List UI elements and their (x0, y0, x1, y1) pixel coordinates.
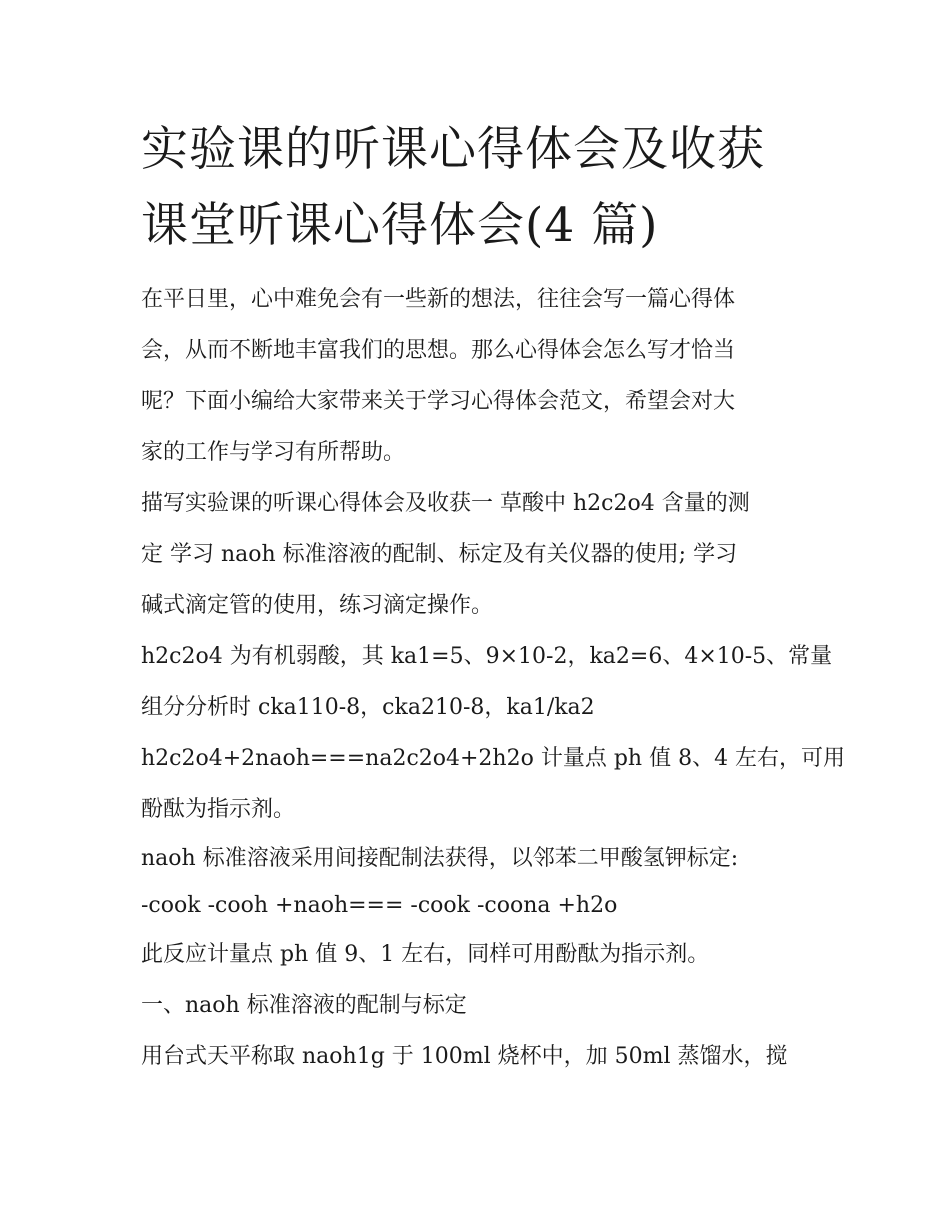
paragraph-acid-constants (141, 631, 833, 733)
text-line: 家的工作与学习有所帮助。 (141, 440, 406, 465)
text-line: 一、naoh 标准溶液的配制与标定 (141, 993, 467, 1018)
text-line: 在平日里，心中难免会有一些新的想法，往往会写一篇心得体 (141, 287, 736, 312)
text-line: h2c2o4 为有机弱酸，其 ka1=5、9×10-2，ka2=6、4×10-5、常量 (141, 644, 833, 669)
text-line: 酚酞为指示剂。 (141, 797, 296, 822)
text-line: 此反应计量点 ph 值 9、1 左右，同样可用酚酞为指示剂。 (141, 942, 710, 967)
paragraph-indicator (141, 929, 821, 980)
text-line: -cook -cooh +naoh=== -cook -coona +h2o (141, 893, 618, 918)
paragraph-intro (141, 274, 821, 478)
text-line: 碱式滴定管的使用，练习滴定操作。 (141, 593, 494, 618)
paragraph-reaction-equation (141, 733, 846, 835)
document-title (141, 112, 821, 264)
title-line: 实验课的听课心得体会及收获 (141, 122, 765, 177)
text-line: 组分分析时 cka110-8，cka210-8，ka1/ka2 (141, 695, 595, 720)
document-page (141, 112, 846, 1082)
text-line: 用台式天平称取 naoh1g 于 100ml 烧杯中，加 50ml 蒸馏水，搅 (141, 1044, 788, 1069)
text-line: h2c2o4+2naoh===na2c2o4+2h2o 计量点 ph 值 8、4 左右，可用 (141, 746, 846, 771)
text-line: 定 学习 naoh 标准溶液的配制、标定及有关仪器的使用; 学习 (141, 542, 738, 567)
text-line: 呢？下面小编给大家带来关于学习心得体会范文，希望会对大 (141, 389, 736, 414)
text-line: naoh 标准溶液采用间接配制法获得，以邻苯二甲酸氢钾标定: (141, 846, 739, 871)
title-line: 课堂听课心得体会(4 篇) (141, 198, 659, 253)
paragraph-procedure (141, 1031, 821, 1082)
text-line: 描写实验课的听课心得体会及收获一 草酸中 h2c2o4 含量的测 (141, 491, 750, 516)
paragraph-experiment-purpose (141, 478, 821, 631)
text-line: 会，从而不断地丰富我们的思想。那么心得体会怎么写才恰当 (141, 338, 736, 363)
paragraph-standardization (141, 835, 821, 929)
section-heading (141, 980, 821, 1031)
